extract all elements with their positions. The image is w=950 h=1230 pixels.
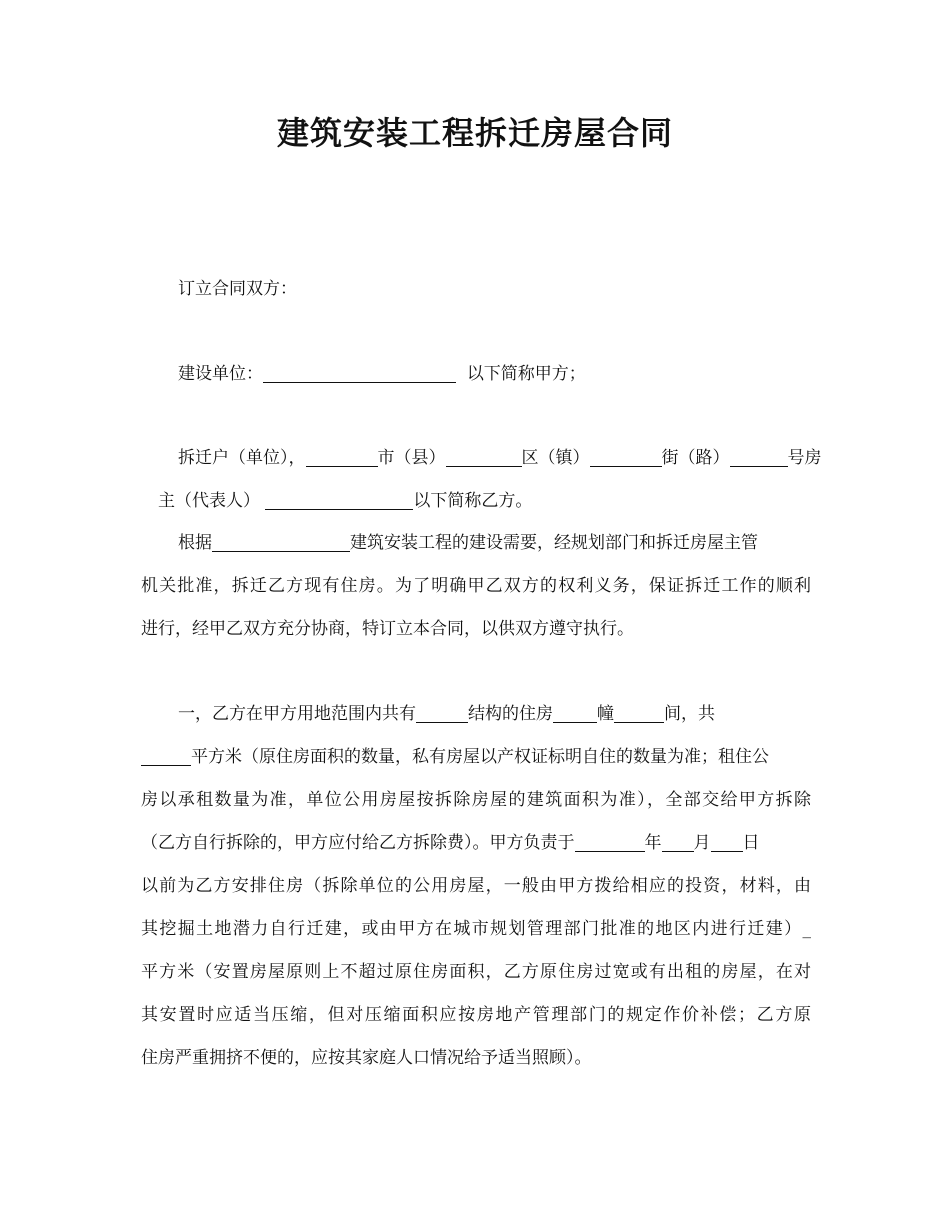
- city-blank[interactable]: [306, 448, 378, 467]
- clause1-text: 年: [644, 833, 662, 853]
- party-b-text: 拆迁户（单位），: [178, 448, 306, 468]
- street-blank[interactable]: [590, 448, 662, 467]
- clause1-text: 间，共: [664, 704, 715, 724]
- party-b-text: 主（代表人）: [158, 491, 260, 511]
- room-count-blank[interactable]: [614, 704, 664, 723]
- clause1-line-7: 平方米（安置房屋原则上不超过原住房面积，乙方原住房过宽或有出租的房屋，在对: [141, 962, 811, 982]
- area-blank[interactable]: [141, 747, 191, 766]
- intro-text: 订立合同双方：: [178, 279, 297, 299]
- year-blank[interactable]: [575, 833, 645, 852]
- basis-line-1: [178, 530, 758, 556]
- party-b-text: 街（路）: [661, 448, 730, 468]
- project-blank[interactable]: [212, 533, 350, 552]
- clause1-line-8: 其安置时应适当压缩，但对压缩面积应按房地产管理部门的规定作价补偿；乙方原: [141, 1005, 811, 1025]
- basis-line-2: 机关批准，拆迁乙方现有住房。为了明确甲乙双方的权利义务，保证拆迁工作的顺利: [141, 576, 811, 596]
- party-b-text: 市（县）: [377, 448, 446, 468]
- clause1-line-9: 住房严重拥挤不便的，应按其家庭人口情况给予适当照顾）。: [141, 1048, 592, 1068]
- basis-line-3: 进行，经甲乙双方充分协商，特订立本合同，以供双方遵守执行。: [141, 619, 634, 639]
- clause1-line-1: [178, 701, 715, 727]
- clause1-text: 平方米（原住房面积的数量，私有房屋以产权证标明自住的数量为准；租住公: [191, 747, 769, 767]
- party-a-line: [178, 361, 586, 387]
- party-a-blank[interactable]: [263, 364, 456, 383]
- clause1-line-5: 以前为乙方安排住房（拆除单位的公用房屋，一般由甲方拨给相应的投资，材料，由: [141, 876, 811, 896]
- clause1-line-3: 房以承租数量为准，单位公用房屋按拆除房屋的建筑面积为准），全部交给甲方拆除: [141, 790, 811, 810]
- number-blank[interactable]: [730, 448, 788, 467]
- clause1-text: 日: [742, 833, 760, 853]
- clause1-line-4: [141, 830, 760, 856]
- clause1-text: 结构的住房: [468, 704, 553, 724]
- month-blank[interactable]: [662, 833, 694, 852]
- clause1-text: （乙方自行拆除的，甲方应付给乙方拆除费）。甲方负责于: [141, 833, 575, 853]
- page-title: 建筑安装工程拆迁房屋合同: [276, 114, 673, 152]
- clause1-line-6: 其挖掘土地潜力自行迁建，或由甲方在城市规划管理部门批准的地区内进行迁建）_: [141, 919, 811, 939]
- party-b-line-1: [178, 445, 822, 471]
- district-blank[interactable]: [446, 448, 522, 467]
- day-blank[interactable]: [711, 833, 743, 852]
- party-b-text: 号房: [787, 448, 822, 468]
- structure-blank[interactable]: [416, 704, 468, 723]
- building-count-blank[interactable]: [553, 704, 597, 723]
- clause1-text: 幢: [597, 704, 614, 724]
- owner-blank[interactable]: [265, 491, 413, 510]
- party-b-line-2: [158, 488, 532, 514]
- clause1-text: 一，乙方在甲方用地范围内共有: [178, 704, 416, 724]
- clause1-text: 月: [693, 833, 711, 853]
- clause1-line-2: [141, 744, 769, 770]
- party-b-text: 区（镇）: [521, 448, 590, 468]
- party-a-label: 建设单位：: [178, 364, 263, 384]
- basis-text: 根据: [178, 533, 212, 553]
- party-a-suffix: 以下简称甲方；: [466, 364, 586, 384]
- party-b-text: 以下简称乙方。: [413, 491, 533, 511]
- basis-text: 建筑安装工程的建设需要，经规划部门和拆迁房屋主管: [350, 533, 758, 553]
